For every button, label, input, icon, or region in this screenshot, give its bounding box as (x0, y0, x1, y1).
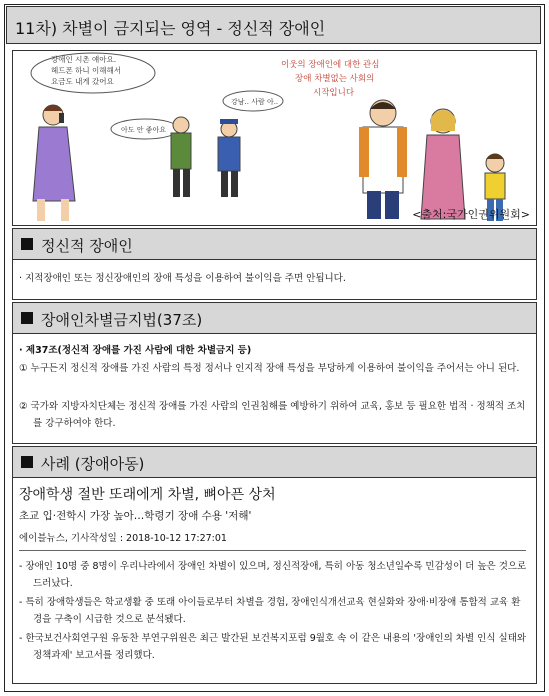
news-meta: 에이블뉴스, 기사작성일 : 2018-10-12 17:27:01 (19, 533, 227, 544)
caption-line: 이웃의 장애인에 대한 관심 (281, 60, 380, 70)
man-green-figure (171, 117, 191, 197)
bubble-line: 아도 안 좋아요 (121, 126, 167, 134)
section-body-case (12, 478, 537, 684)
caption-line: 장애 차별없는 사회의 (295, 74, 375, 84)
family-figures (359, 100, 505, 221)
section-heading-text: 정신적 장애인 (41, 237, 133, 255)
page-title: 11차) 차별이 금지되는 영역 - 정신적 장애인 (15, 19, 326, 38)
section-heading-text: 장애인차별금지법(37조) (41, 311, 203, 329)
bubble-line: 요금도 내게 갔어요 (51, 77, 114, 86)
illustration-panel (12, 50, 537, 226)
section-heading-case (12, 446, 537, 478)
section-body-mental (12, 260, 537, 300)
section-heading-text: 사례 (장애아동) (41, 455, 145, 473)
case-bullet: - 특히 장애학생들은 학교생활 중 또래 아이들로부터 차별을 경험, 장애인식개선교육 현실화와 장애·비장애 통합적 교육 환경을 구축이 시급한 것으로 분석됐다. (19, 597, 521, 625)
bubble-line: 헤드폰 하니 이해해서 (51, 66, 121, 75)
square-bullet-icon (21, 456, 33, 468)
section-heading-law (12, 302, 537, 334)
law-item: ② 국가와 지방자치단체는 정신적 장애를 가진 사람의 인권침해를 예방하기 위하여 교육, 홍보 등 필요한 법적 · 정책적 조치를 강구하여야 한다. (19, 401, 526, 429)
case-bullet: - 장애인 10명 중 8명이 우리나라에서 장애인 차별이 있으며, 정신적장애, 특히 아동 청소년일수록 민감성이 더 높은 것으로 드러났다. (19, 561, 527, 589)
news-subtitle: 초교 입·전학시 가장 높아…학령기 장애 수용 '저해' (19, 510, 252, 522)
image-credit: <출처:국가인권위원회> (412, 208, 530, 221)
caption-line: 시작입니다 (313, 88, 355, 98)
section-body-law (12, 334, 537, 444)
square-bullet-icon (21, 238, 33, 250)
news-headline: 장애학생 절반 또래에게 차별, 뼈아픈 상처 (19, 487, 276, 503)
illustration-drawing (13, 51, 536, 225)
bubble-line: 강남.. 사람 아.. (231, 98, 279, 106)
divider (19, 550, 526, 551)
law-article-title: · 제37조(정신적 장애를 가진 사람에 대한 차별금지 등) (19, 345, 252, 356)
section-heading-mental (12, 228, 537, 260)
mental-description: · 지적장애인 또는 정신장애인의 장애 특성을 이용하여 불이익을 주면 안됩니다. (19, 273, 346, 284)
case-bullet: - 한국보건사회연구원 유동찬 부연구위원은 최근 발간된 보건복지포럼 9월호 속 이 같은 내용의 '장애인의 차별 인식 실태와 정책과제' 보고서를 정리했다. (19, 633, 527, 661)
man-blue-cap-figure (218, 119, 240, 197)
title-bar (6, 6, 541, 44)
bubble-line: 장애인 시촌 얘아요. (51, 55, 117, 64)
woman-on-phone-figure (33, 105, 75, 221)
square-bullet-icon (21, 312, 33, 324)
law-item: ① 누구든지 정신적 장애를 가진 사람의 특정 정서나 인지적 장애 특성을 부당하게 이용하여 불이익을 주어서는 아니 된다. (19, 363, 520, 374)
